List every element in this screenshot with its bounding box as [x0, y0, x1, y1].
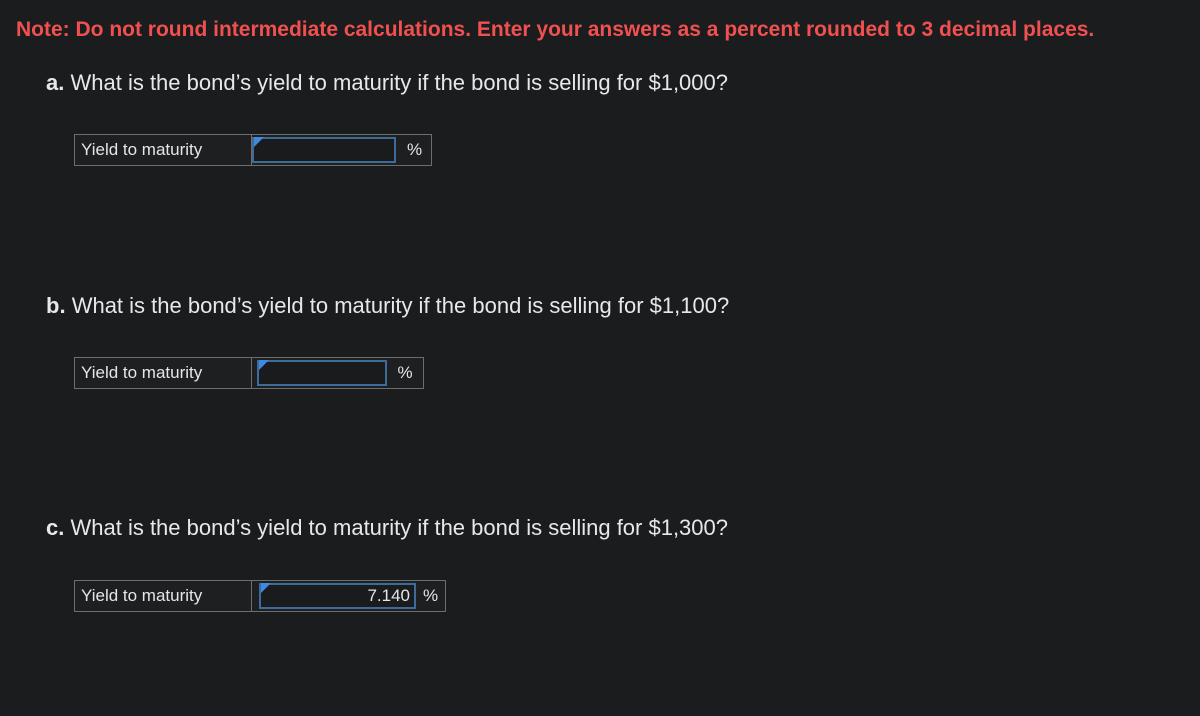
instruction-note: Note: Do not round intermediate calculations. Enter your answers as a percent rounded to 3 decimal places.	[16, 18, 1095, 41]
answer-label-a: Yield to maturity	[74, 134, 252, 166]
answer-label-c: Yield to maturity	[74, 580, 252, 612]
question-a	[46, 70, 728, 96]
answer-input-wrap-c	[259, 580, 416, 612]
answer-row-a	[74, 134, 432, 166]
answer-label-b: Yield to maturity	[74, 357, 252, 389]
question-a-letter: a.	[46, 70, 65, 95]
yield-input-b[interactable]	[257, 360, 387, 386]
question-b-letter: b.	[46, 293, 66, 318]
answer-gap-c	[252, 580, 259, 612]
question-c-text: What is the bond’s yield to maturity if the bond is selling for $1,300?	[70, 515, 729, 540]
flag-marker-icon	[254, 137, 264, 147]
percent-unit-c: %	[416, 580, 446, 612]
yield-input-a[interactable]	[252, 137, 396, 163]
flag-marker-icon	[261, 583, 271, 593]
question-a-text: What is the bond’s yield to maturity if the bond is selling for $1,000?	[70, 70, 729, 95]
flag-marker-icon	[259, 360, 269, 370]
question-c	[46, 515, 728, 541]
yield-input-c[interactable]	[259, 583, 416, 609]
answer-input-wrap-a	[252, 134, 398, 166]
question-b-text: What is the bond’s yield to maturity if the bond is selling for $1,100?	[71, 293, 730, 318]
question-c-letter: c.	[46, 515, 65, 540]
answer-row-b	[74, 357, 424, 389]
percent-unit-b: %	[387, 357, 424, 389]
question-b	[46, 293, 729, 319]
answer-input-wrap-b	[257, 357, 387, 389]
answer-row-c	[74, 580, 446, 612]
percent-unit-a: %	[398, 134, 432, 166]
